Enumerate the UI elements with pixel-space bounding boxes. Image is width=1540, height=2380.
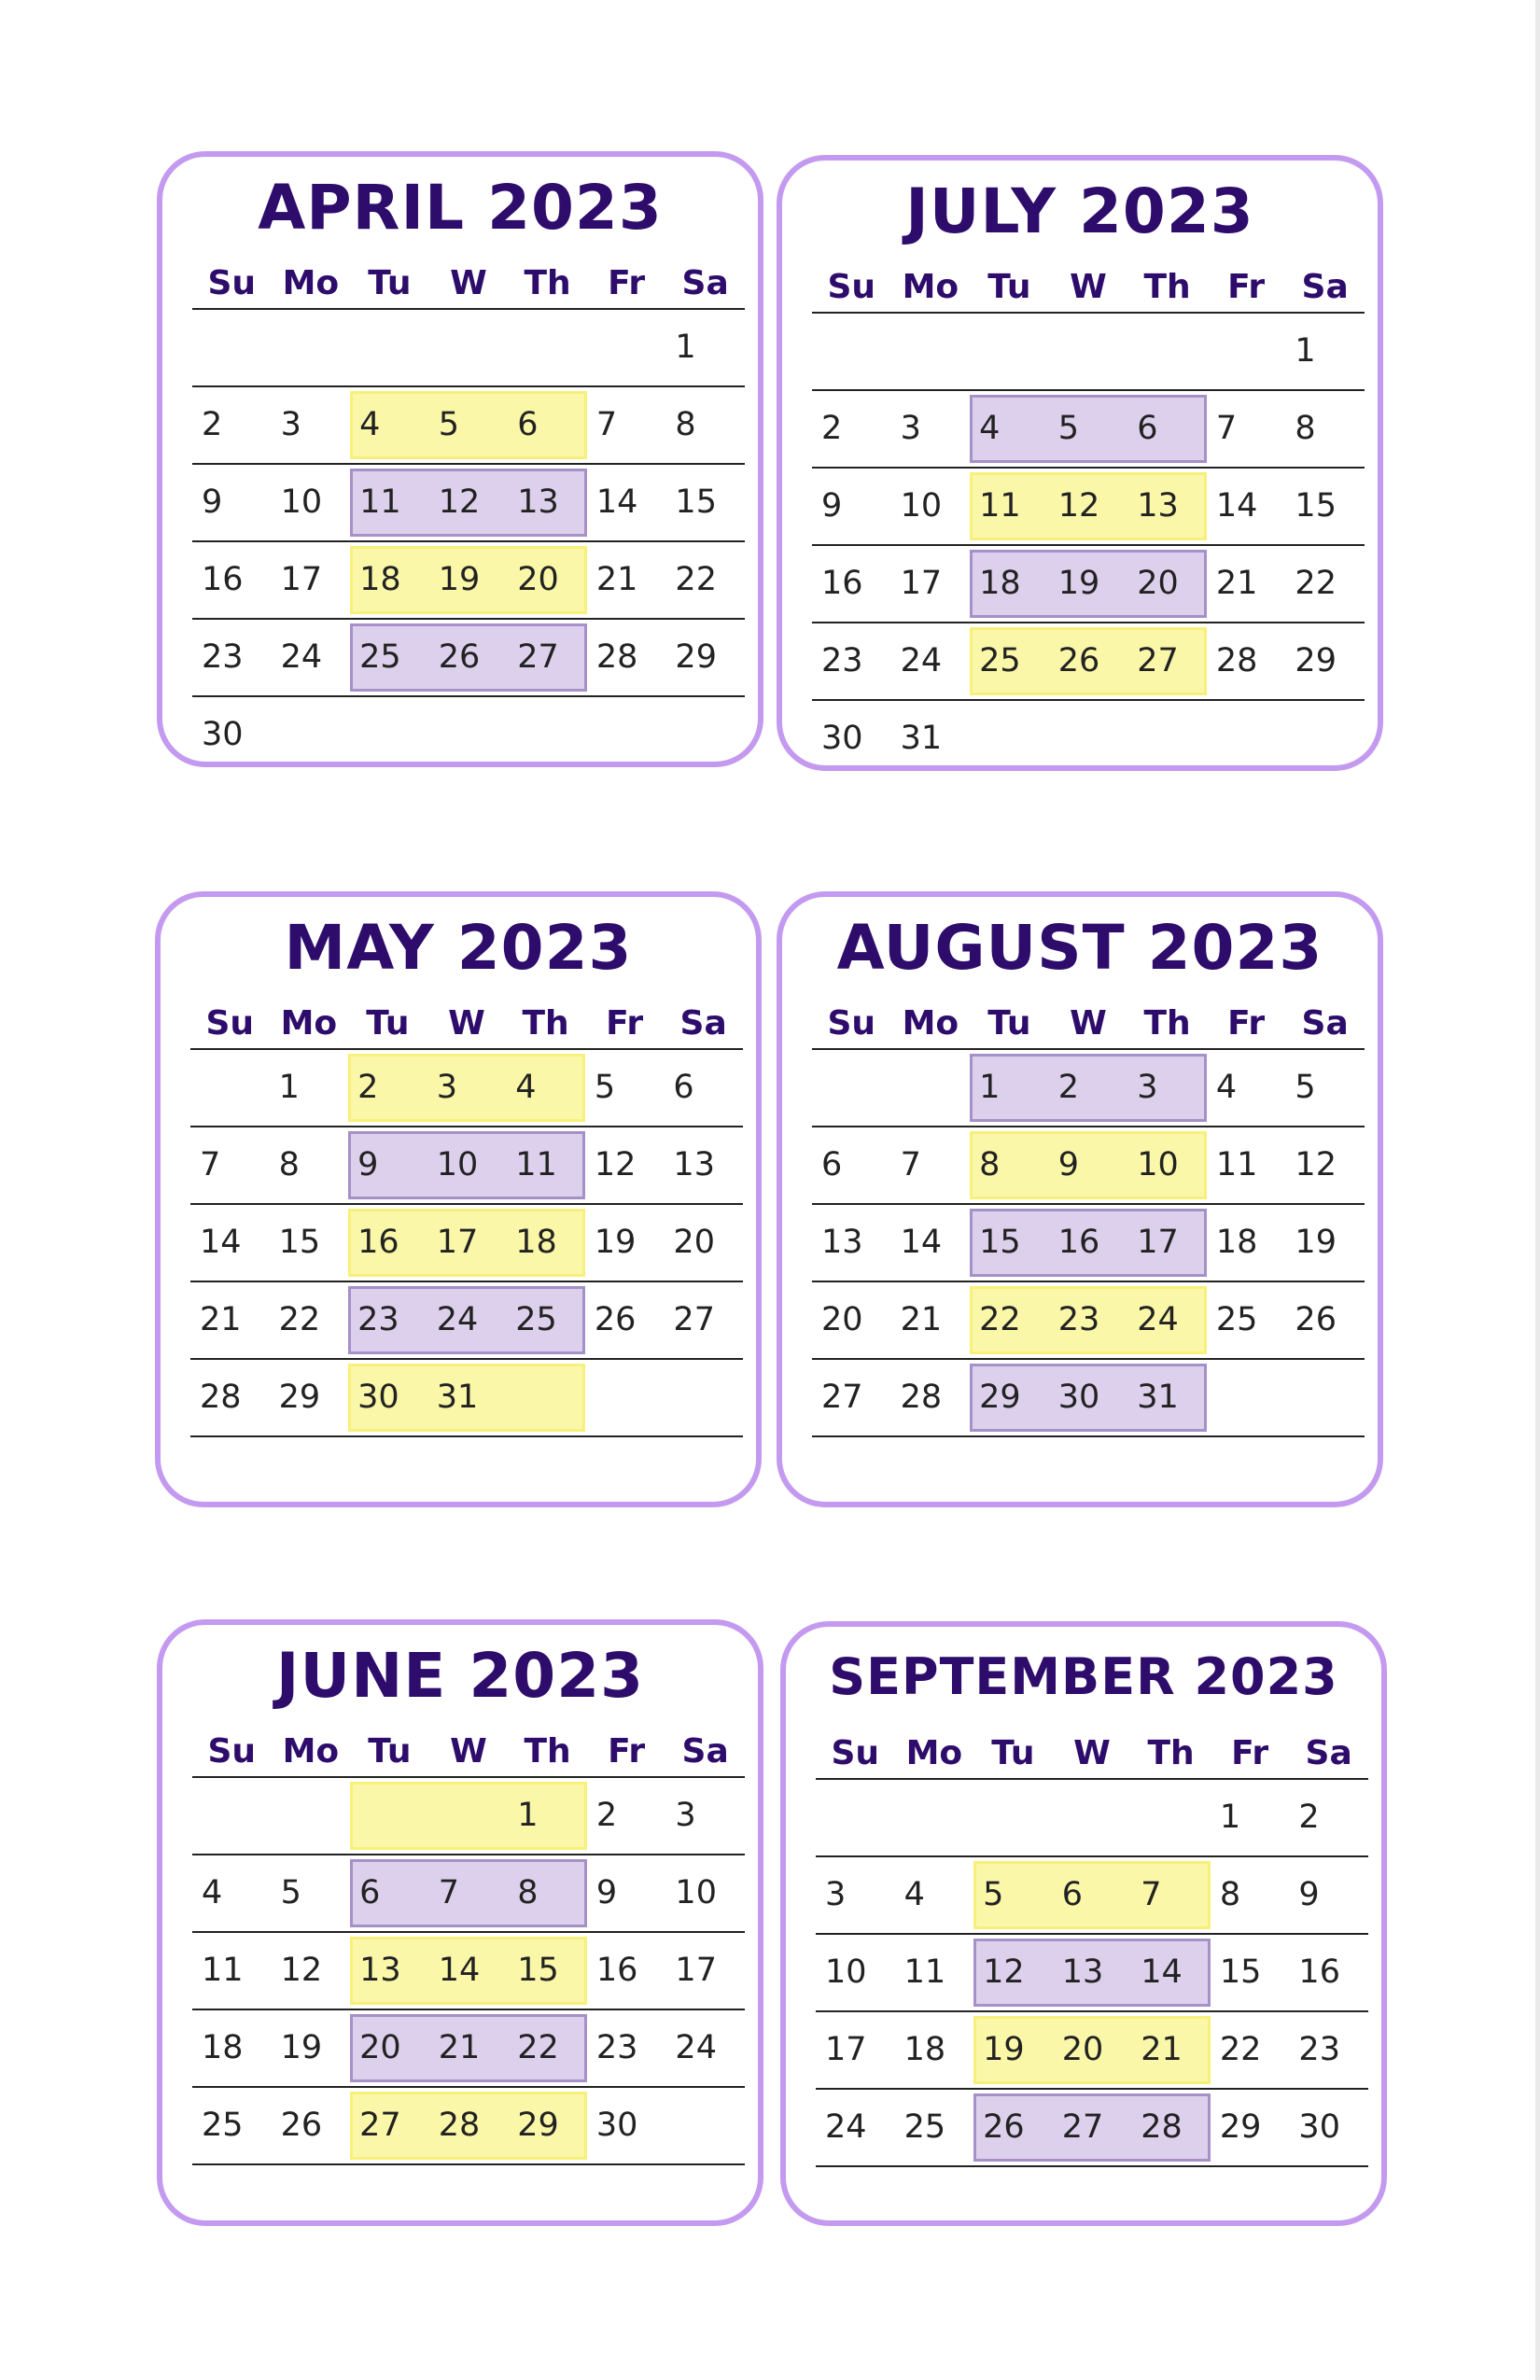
weekday-header [816, 1729, 1368, 1780]
day-cell[interactable]: 7 [900, 1146, 921, 1183]
day-cell[interactable]: 5 [983, 1876, 1004, 1913]
day-cell[interactable]: 10 [280, 483, 323, 521]
day-cell[interactable]: 13 [1137, 487, 1179, 525]
weekday-header [192, 1728, 745, 1778]
day-cell[interactable]: 6 [517, 406, 539, 443]
day-cell[interactable]: 15 [979, 1224, 1021, 1261]
week-row [192, 1933, 745, 2010]
day-cell[interactable]: 2 [1057, 1069, 1079, 1106]
day-cell[interactable]: 30 [1057, 1379, 1100, 1416]
day-cell[interactable]: 6 [673, 1069, 694, 1106]
day-cell[interactable]: 26 [594, 1301, 637, 1338]
day-cell[interactable]: 12 [280, 1952, 323, 1989]
day-cell[interactable]: 19 [983, 2031, 1025, 2068]
weekday-label: Fr [608, 1732, 646, 1771]
week-row [812, 701, 1365, 777]
weekday-label: Fr [1227, 1004, 1266, 1043]
weekday-label: W [1073, 1734, 1111, 1772]
weekday-label: Su [827, 1004, 876, 1043]
day-cell[interactable]: 17 [900, 565, 943, 602]
day-cell[interactable]: 5 [594, 1069, 616, 1106]
day-cell[interactable]: 23 [1057, 1301, 1100, 1338]
weekday-label: Su [205, 1004, 255, 1043]
week-row [192, 697, 745, 773]
weekday-label: Tu [368, 1732, 412, 1771]
day-cell[interactable]: 16 [1298, 1953, 1340, 1991]
day-cell[interactable]: 11 [979, 487, 1021, 525]
week-row [192, 542, 745, 620]
day-cell[interactable]: 7 [595, 406, 618, 443]
weekday-label: Mo [282, 264, 340, 302]
weekday-label: Th [1147, 1734, 1195, 1772]
day-cell[interactable]: 29 [1219, 2108, 1262, 2146]
day-cell[interactable]: 25 [979, 642, 1021, 679]
week-row [812, 1282, 1365, 1360]
day-cell[interactable]: 23 [202, 638, 244, 676]
month-grid [192, 259, 745, 773]
day-cell[interactable]: 10 [825, 1953, 867, 1991]
day-cell[interactable]: 4 [1215, 1069, 1238, 1106]
day-cell[interactable]: 9 [202, 483, 223, 521]
day-cell[interactable]: 18 [202, 2029, 244, 2066]
day-cell[interactable]: 6 [821, 1146, 843, 1183]
weekday-label: Sa [1305, 1734, 1352, 1772]
day-cell[interactable]: 16 [595, 1952, 638, 1989]
day-cell[interactable]: 19 [594, 1224, 637, 1261]
day-cell[interactable]: 29 [278, 1379, 321, 1416]
day-cell[interactable]: 9 [595, 1874, 618, 1911]
day-cell[interactable]: 28 [438, 2107, 481, 2144]
day-cell[interactable]: 6 [1137, 410, 1158, 447]
weekday-label: Fr [608, 264, 646, 302]
day-cell[interactable]: 3 [1137, 1069, 1158, 1106]
weekday-header [192, 259, 745, 310]
day-cell[interactable]: 1 [675, 329, 696, 366]
month-title: APRIL 2023 [258, 172, 663, 244]
week-row [192, 465, 745, 542]
day-cell[interactable]: 22 [517, 2029, 559, 2066]
day-cell[interactable]: 9 [1298, 1876, 1320, 1913]
day-cell[interactable]: 14 [438, 1952, 481, 1989]
month-grid [190, 1000, 743, 1437]
weekday-label: Sa [1301, 1004, 1349, 1043]
week-row [816, 1935, 1368, 2012]
calendar-july [777, 155, 1383, 771]
day-cell[interactable]: 23 [357, 1301, 399, 1338]
day-cell[interactable]: 1 [278, 1069, 300, 1106]
day-cell[interactable]: 16 [1057, 1224, 1100, 1261]
day-cell[interactable]: 27 [1137, 642, 1179, 679]
day-cell[interactable]: 19 [1057, 565, 1100, 602]
week-row [192, 1778, 745, 1855]
day-cell[interactable]: 19 [438, 561, 481, 598]
month-title: JULY 2023 [905, 175, 1254, 247]
day-cell[interactable]: 7 [1141, 1876, 1162, 1913]
day-cell[interactable]: 23 [1298, 2031, 1340, 2068]
day-cell[interactable]: 15 [675, 483, 717, 521]
weekday-label: W [450, 1732, 487, 1771]
day-cell[interactable]: 17 [1137, 1224, 1179, 1261]
month-grid [192, 1728, 745, 2165]
day-cell[interactable]: 22 [675, 561, 717, 598]
weekday-label: Fr [1227, 268, 1266, 306]
week-row [812, 1127, 1365, 1205]
day-cell[interactable]: 3 [436, 1069, 457, 1106]
day-cell[interactable]: 25 [359, 638, 401, 676]
day-cell[interactable]: 21 [438, 2029, 481, 2066]
month-title: MAY 2023 [284, 912, 633, 984]
weekday-label: W [1070, 268, 1107, 306]
week-row [812, 1205, 1365, 1282]
day-cell[interactable]: 16 [357, 1224, 399, 1261]
day-cell[interactable]: 2 [821, 410, 843, 447]
weekday-label: Sa [681, 1732, 729, 1771]
day-cell[interactable]: 15 [278, 1224, 321, 1261]
month-grid [812, 263, 1365, 777]
day-cell[interactable]: 24 [900, 642, 943, 679]
calendar-may [155, 891, 762, 1507]
weekday-label: Mo [902, 1004, 959, 1043]
day-cell[interactable]: 26 [280, 2107, 323, 2144]
week-row [812, 391, 1365, 469]
day-cell[interactable]: 4 [979, 410, 1001, 447]
day-cell[interactable]: 21 [900, 1301, 943, 1338]
day-cell[interactable]: 22 [1295, 565, 1337, 602]
month-title: SEPTEMBER 2023 [829, 1647, 1338, 1706]
day-cell[interactable]: 9 [821, 487, 843, 525]
day-cell[interactable]: 18 [515, 1224, 557, 1261]
day-cell[interactable]: 13 [821, 1224, 863, 1261]
day-cell[interactable]: 11 [903, 1953, 946, 1991]
week-row [816, 1857, 1368, 1935]
day-cell[interactable]: 8 [517, 1874, 539, 1911]
day-cell[interactable]: 31 [1137, 1379, 1179, 1416]
day-cell[interactable]: 3 [825, 1876, 847, 1913]
day-cell[interactable]: 8 [278, 1146, 300, 1183]
day-cell[interactable]: 27 [821, 1379, 863, 1416]
week-row [190, 1127, 743, 1205]
weekday-label: Fr [1231, 1734, 1269, 1772]
day-cell[interactable]: 9 [1057, 1146, 1079, 1183]
weekday-header [812, 263, 1365, 314]
day-cell[interactable]: 8 [1295, 410, 1316, 447]
day-cell[interactable]: 3 [280, 406, 301, 443]
weekday-label: Tu [987, 268, 1031, 306]
day-cell[interactable]: 4 [359, 406, 381, 443]
day-cell[interactable]: 20 [821, 1301, 863, 1338]
day-cell[interactable]: 22 [1219, 2031, 1262, 2068]
weekday-label: Su [207, 264, 257, 302]
day-cell[interactable]: 5 [438, 406, 459, 443]
week-row [190, 1205, 743, 1282]
weekday-label: Tu [368, 264, 412, 302]
week-row [812, 623, 1365, 701]
day-cell[interactable]: 13 [1061, 1953, 1104, 1991]
day-cell[interactable]: 20 [673, 1224, 715, 1261]
weekday-label: Th [524, 1732, 571, 1771]
day-cell[interactable]: 9 [357, 1146, 379, 1183]
day-cell[interactable]: 12 [1295, 1146, 1337, 1183]
day-cell[interactable]: 23 [595, 2029, 638, 2066]
day-cell[interactable]: 30 [202, 716, 244, 753]
day-cell[interactable]: 10 [1137, 1146, 1179, 1183]
day-cell[interactable]: 24 [675, 2029, 717, 2066]
day-cell[interactable]: 21 [200, 1301, 242, 1338]
day-cell[interactable]: 11 [359, 483, 401, 521]
day-cell[interactable]: 30 [357, 1379, 399, 1416]
day-cell[interactable]: 1 [979, 1069, 1001, 1106]
day-cell[interactable]: 14 [595, 483, 638, 521]
day-cell[interactable]: 12 [594, 1146, 637, 1183]
week-row [190, 1050, 743, 1127]
day-cell[interactable]: 16 [821, 565, 863, 602]
day-cell[interactable]: 30 [821, 720, 863, 757]
day-cell[interactable]: 22 [278, 1301, 321, 1338]
day-cell[interactable]: 5 [1057, 410, 1079, 447]
week-row [812, 546, 1365, 623]
week-row [192, 2010, 745, 2088]
day-cell[interactable]: 30 [595, 2107, 638, 2144]
day-cell[interactable]: 28 [200, 1379, 242, 1416]
day-cell[interactable]: 1 [1219, 1799, 1241, 1836]
calendar-april [157, 151, 763, 767]
day-cell[interactable]: 6 [359, 1874, 381, 1911]
day-cell[interactable]: 4 [903, 1876, 925, 1913]
day-cell[interactable]: 20 [517, 561, 559, 598]
weekday-label: Th [1143, 1004, 1191, 1043]
day-cell[interactable]: 3 [900, 410, 921, 447]
day-cell[interactable]: 12 [1057, 487, 1100, 525]
day-cell[interactable]: 24 [825, 2108, 867, 2146]
day-cell[interactable]: 20 [359, 2029, 401, 2066]
day-cell[interactable]: 20 [1061, 2031, 1104, 2068]
weekday-label: Fr [606, 1004, 644, 1043]
day-cell[interactable]: 30 [1298, 2108, 1340, 2146]
week-row [816, 1780, 1368, 1857]
day-cell[interactable]: 31 [900, 720, 943, 757]
day-cell[interactable]: 3 [675, 1797, 696, 1834]
day-cell[interactable]: 26 [1057, 642, 1100, 679]
weekday-label: W [450, 264, 487, 302]
day-cell[interactable]: 2 [202, 406, 223, 443]
weekday-label: Su [831, 1734, 880, 1772]
day-cell[interactable]: 27 [517, 638, 559, 676]
day-cell[interactable]: 18 [903, 2031, 946, 2068]
day-cell[interactable]: 1 [517, 1797, 539, 1834]
day-cell[interactable]: 23 [821, 642, 863, 679]
day-cell[interactable]: 5 [1295, 1069, 1316, 1106]
day-cell[interactable]: 10 [436, 1146, 479, 1183]
month-title: JUNE 2023 [275, 1640, 645, 1712]
day-cell[interactable]: 17 [280, 561, 323, 598]
weekday-label: Mo [282, 1732, 340, 1771]
day-cell[interactable]: 27 [1061, 2108, 1104, 2146]
day-cell[interactable]: 12 [438, 483, 481, 521]
day-cell[interactable]: 25 [903, 2108, 946, 2146]
page-edge [1535, 0, 1540, 2380]
day-cell[interactable]: 2 [357, 1069, 379, 1106]
day-cell[interactable]: 28 [1215, 642, 1258, 679]
month-title: AUGUST 2023 [836, 912, 1323, 984]
day-cell[interactable]: 28 [900, 1379, 943, 1416]
week-row [816, 2012, 1368, 2090]
day-cell[interactable]: 25 [1215, 1301, 1258, 1338]
weekday-label: Tu [987, 1004, 1031, 1043]
day-cell[interactable]: 10 [675, 1874, 717, 1911]
day-cell[interactable]: 2 [1298, 1799, 1320, 1836]
day-cell[interactable]: 13 [673, 1146, 715, 1183]
day-cell[interactable]: 21 [595, 561, 638, 598]
day-cell[interactable]: 22 [979, 1301, 1021, 1338]
month-grid [816, 1729, 1368, 2167]
day-cell[interactable]: 25 [515, 1301, 557, 1338]
day-cell[interactable]: 19 [1295, 1224, 1337, 1261]
weekday-label: Su [207, 1732, 257, 1771]
day-cell[interactable]: 27 [673, 1301, 715, 1338]
week-row [812, 1360, 1365, 1437]
week-row [190, 1282, 743, 1360]
day-cell[interactable]: 17 [825, 2031, 867, 2068]
day-cell[interactable]: 27 [359, 2107, 401, 2144]
calendar-september [780, 1621, 1387, 2226]
day-cell[interactable]: 17 [436, 1224, 479, 1261]
day-cell[interactable]: 11 [1215, 1146, 1258, 1183]
day-cell[interactable]: 24 [436, 1301, 479, 1338]
week-row [812, 1050, 1365, 1127]
day-cell[interactable]: 8 [1219, 1876, 1241, 1913]
day-cell[interactable]: 26 [983, 2108, 1025, 2146]
day-cell[interactable]: 10 [900, 487, 943, 525]
day-cell[interactable]: 31 [436, 1379, 479, 1416]
week-row [192, 387, 745, 465]
day-cell[interactable]: 13 [359, 1952, 401, 1989]
day-cell[interactable]: 24 [1137, 1301, 1179, 1338]
day-cell[interactable]: 14 [900, 1224, 943, 1261]
day-cell[interactable]: 18 [359, 561, 401, 598]
day-cell[interactable]: 8 [675, 406, 696, 443]
day-cell[interactable]: 21 [1215, 565, 1258, 602]
day-cell[interactable]: 7 [1215, 410, 1238, 447]
day-cell[interactable]: 8 [979, 1146, 1001, 1183]
day-cell[interactable]: 11 [202, 1952, 244, 1989]
week-row [812, 314, 1365, 391]
day-cell[interactable]: 14 [1141, 1953, 1183, 1991]
day-cell[interactable]: 5 [280, 1874, 301, 1911]
weekday-label: Sa [679, 1004, 727, 1043]
calendar-august [777, 891, 1383, 1507]
day-cell[interactable]: 18 [979, 565, 1021, 602]
month-grid [812, 1000, 1365, 1437]
weekday-label: Tu [366, 1004, 410, 1043]
week-row [816, 2090, 1368, 2167]
day-cell[interactable]: 26 [1295, 1301, 1337, 1338]
day-cell[interactable]: 7 [200, 1146, 221, 1183]
weekday-label: W [1070, 1004, 1107, 1043]
weekday-label: Sa [1301, 268, 1349, 306]
day-cell[interactable]: 24 [280, 638, 323, 676]
weekday-label: Th [524, 264, 571, 302]
day-cell[interactable]: 17 [675, 1952, 717, 1989]
day-cell[interactable]: 18 [1215, 1224, 1258, 1261]
day-cell[interactable]: 11 [515, 1146, 557, 1183]
day-cell[interactable]: 20 [1137, 565, 1179, 602]
day-cell[interactable]: 29 [517, 2107, 559, 2144]
day-cell[interactable]: 6 [1061, 1876, 1083, 1913]
day-cell[interactable]: 15 [517, 1952, 559, 1989]
day-cell[interactable]: 2 [595, 1797, 618, 1834]
week-row [192, 620, 745, 697]
day-cell[interactable]: 13 [517, 483, 559, 521]
weekday-label: Mo [902, 268, 959, 306]
day-cell[interactable]: 14 [200, 1224, 242, 1261]
day-cell[interactable]: 29 [1295, 642, 1337, 679]
day-cell[interactable]: 15 [1219, 1953, 1262, 1991]
week-row [812, 469, 1365, 546]
day-cell[interactable]: 4 [515, 1069, 537, 1106]
day-cell[interactable]: 21 [1141, 2031, 1183, 2068]
day-cell[interactable]: 1 [1295, 332, 1316, 370]
calendar-june [157, 1619, 763, 2226]
week-row [192, 2088, 745, 2165]
day-cell[interactable]: 28 [1141, 2108, 1183, 2146]
weekday-label: Sa [681, 264, 729, 302]
weekday-label: Th [1143, 268, 1191, 306]
weekday-label: Su [827, 268, 876, 306]
week-row [190, 1360, 743, 1437]
weekday-label: Mo [280, 1004, 338, 1043]
day-cell[interactable]: 14 [1215, 487, 1258, 525]
weekday-label: Th [522, 1004, 569, 1043]
weekday-label: Mo [905, 1734, 963, 1772]
weekday-label: Tu [991, 1734, 1035, 1772]
week-row [192, 310, 745, 387]
day-cell[interactable]: 26 [438, 638, 481, 676]
weekday-label: W [448, 1004, 485, 1043]
day-cell[interactable]: 29 [979, 1379, 1021, 1416]
day-cell[interactable]: 15 [1295, 487, 1337, 525]
day-cell[interactable]: 25 [202, 2107, 244, 2144]
day-cell[interactable]: 29 [675, 638, 717, 676]
day-cell[interactable]: 7 [438, 1874, 459, 1911]
weekday-header [812, 1000, 1365, 1050]
day-cell[interactable]: 12 [983, 1953, 1025, 1991]
weekday-header [190, 1000, 743, 1050]
day-cell[interactable]: 4 [202, 1874, 223, 1911]
day-cell[interactable]: 16 [202, 561, 244, 598]
week-row [192, 1855, 745, 1933]
day-cell[interactable]: 28 [595, 638, 638, 676]
day-cell[interactable]: 19 [280, 2029, 323, 2066]
